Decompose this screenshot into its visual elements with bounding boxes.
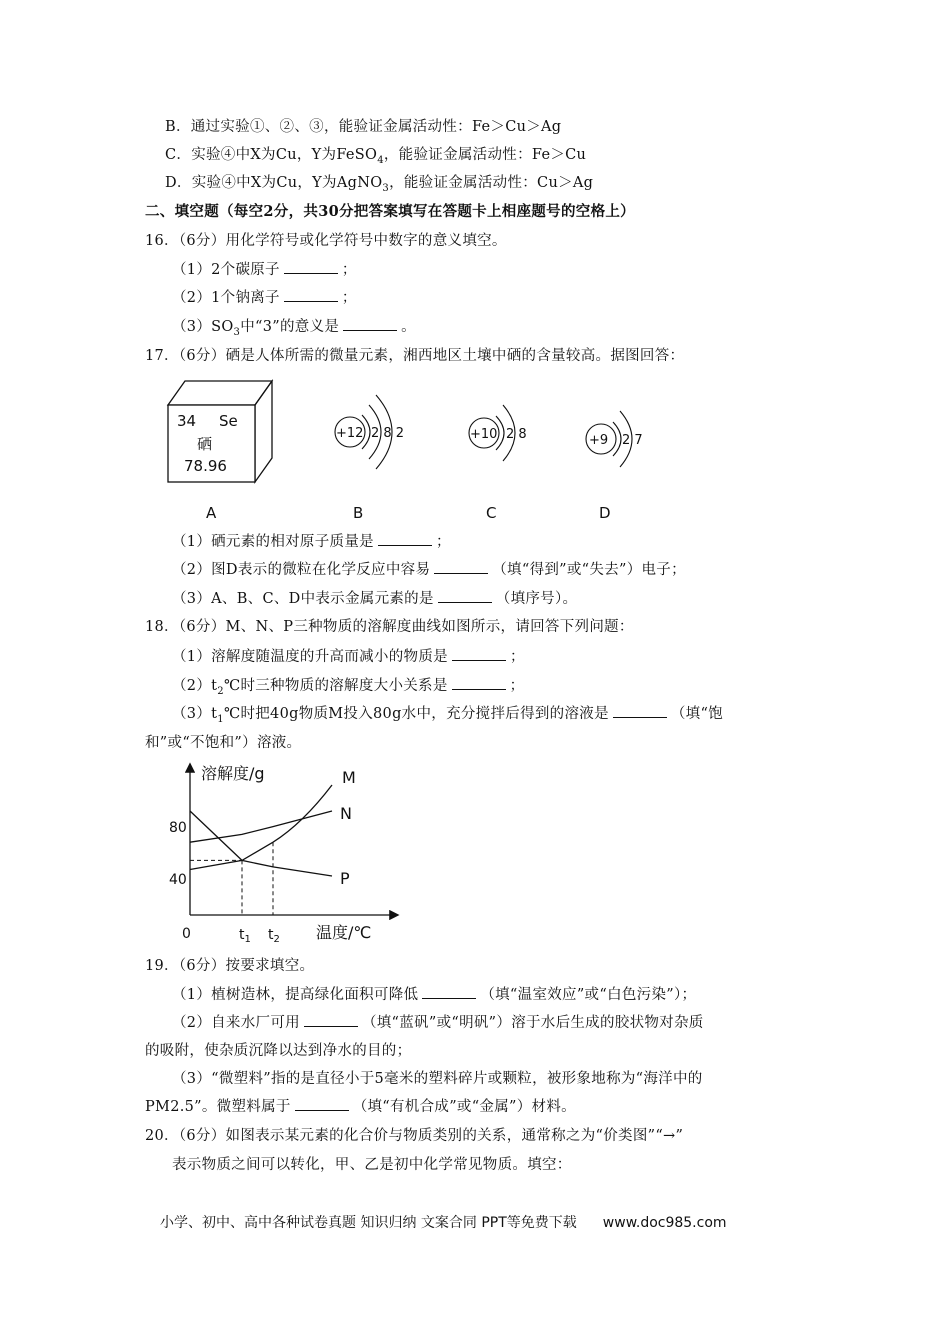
figure-label-d: D	[599, 504, 611, 522]
q16-part2: （2）1个钠离子 ；	[172, 290, 357, 306]
atom-diagram-b	[335, 395, 404, 469]
answer-blank[interactable]	[304, 1013, 358, 1027]
answer-blank[interactable]	[438, 589, 492, 603]
chart-series-group	[190, 768, 356, 915]
answer-blank[interactable]	[284, 260, 338, 274]
y-tick-80: 80	[169, 820, 187, 836]
x-tick-t1: $t_1$	[239, 927, 251, 945]
element-cube	[168, 381, 272, 482]
nucleus-charge: +10	[470, 427, 498, 442]
answer-blank[interactable]	[422, 985, 476, 999]
origin-label: 0	[182, 926, 191, 942]
series-label-p: P	[340, 869, 350, 888]
footer-text: 小学、初中、高中各种试卷真题 知识归纳 文案合同 PPT等免费下载	[160, 1215, 577, 1231]
nucleus-charge: +12	[336, 426, 364, 441]
q18-stem: 18．（6分）M、N、P三种物质的溶解度曲线如图所示，请回答下列问题：	[145, 619, 634, 635]
answer-blank[interactable]	[452, 647, 506, 661]
q20-stem-cont: 表示物质之间可以转化，甲、乙是初中化学常见物质。填空：	[172, 1157, 572, 1173]
curve-m	[190, 785, 332, 870]
atomic-number: 34	[177, 412, 197, 430]
q18-part2: $(2)t_2℃$时三种物质的溶解度大小关系是 ；	[172, 678, 525, 697]
q19-part2-cont: 的吸附，使杂质沉降以达到净水的目的；	[145, 1043, 412, 1059]
selenium-figure	[160, 375, 680, 525]
solubility-chart	[160, 760, 410, 945]
q19-part3-cont: PM2.5”。微塑料属于 （填“有机合成”或“金属”）材料。	[145, 1099, 576, 1115]
x-axis-label: 温度/℃	[316, 923, 372, 942]
series-label-n: N	[340, 804, 352, 823]
q15-option-d: D．实验④中X为Cu，Y为AgNO$_3$，能验证金属活动性：Cu＞Ag	[165, 175, 594, 194]
element-symbol: Se	[219, 412, 238, 430]
answer-blank[interactable]	[295, 1097, 349, 1111]
electron-shells: 2 7	[622, 433, 643, 448]
electron-shells: 2 8 2	[371, 426, 405, 441]
q19-stem: 19．（6分）按要求填空。	[145, 958, 315, 974]
q16-part3: $(3)SO_3$中“3”的意义是 。	[172, 319, 416, 338]
q18-part3: $(3)t_1℃$时把40g物质M投入80g水中，充分搅拌后得到的溶液是 （填“饱	[172, 706, 723, 725]
figure-label-c: C	[486, 504, 497, 522]
curve-n	[190, 811, 332, 842]
q15-option-b: B．通过实验①、②、③，能验证金属活动性：Fe＞Cu＞Ag	[165, 119, 562, 135]
answer-blank[interactable]	[452, 676, 506, 690]
q17-part3: （3）A、B、C、D中表示金属元素的是 （填序号）。	[172, 591, 578, 607]
answer-blank[interactable]	[343, 317, 397, 331]
answer-blank[interactable]	[434, 560, 488, 574]
y-axis-label: 溶解度/g	[201, 764, 265, 783]
q20-stem: 20．（6分）如图表示某元素的化合价与物质类别的关系，通常称之为“价类图”“→”	[145, 1128, 684, 1144]
series-label-m: M	[342, 768, 356, 787]
section-title: 二、填空题（每空2分，共30分把答案填写在答题卡上相座题号的空格上）	[145, 203, 635, 220]
q19-part1: （1）植树造林，提高绿化面积可降低 （填“温室效应”或“白色污染”）；	[172, 987, 697, 1003]
q16-part1: （1）2个碳原子 ；	[172, 262, 357, 278]
q17-part1: （1）硒元素的相对原子质量是 ；	[172, 534, 451, 550]
figure-label-b: B	[353, 504, 364, 522]
atom-diagram-d	[586, 411, 643, 467]
footer-site-link[interactable]: www.doc985.com	[602, 1215, 727, 1231]
x-tick-t2: $t_2$	[268, 927, 280, 945]
answer-blank[interactable]	[378, 532, 432, 546]
electron-shells: 2 8	[506, 427, 527, 442]
q17-stem: 17．（6分）硒是人体所需的微量元素，湘西地区土壤中硒的含量较高。据图回答：	[145, 348, 685, 364]
atomic-mass: 78.96	[184, 457, 227, 475]
q15-option-c: C．实验④中X为Cu，Y为FeSO$_4$，能验证金属活动性：Fe＞Cu	[165, 147, 587, 166]
element-name: 硒	[197, 435, 213, 453]
q19-part3: （3）“微塑料”指的是直径小于5毫米的塑料碎片或颗粒，被形象地称为“海洋中的	[172, 1071, 703, 1087]
answer-blank[interactable]	[284, 288, 338, 302]
answer-blank[interactable]	[613, 704, 667, 718]
q18-part3-cont: 和”或“不饱和”）溶液。	[145, 735, 302, 751]
q16-stem: 16．（6分）用化学符号或化学符号中数字的意义填空。	[145, 233, 507, 249]
q17-part2: （2）图D表示的微粒在化学反应中容易 （填“得到”或“失去”）电子；	[172, 562, 686, 578]
atom-diagram-c	[469, 405, 527, 461]
figure-label-a: A	[206, 504, 217, 522]
y-tick-40: 40	[169, 872, 187, 888]
page-footer	[160, 1212, 727, 1232]
nucleus-charge: +9	[589, 433, 609, 448]
q19-part2: （2）自来水厂可用 （填“蓝矾”或“明矾”）溶于水后生成的胶状物对杂质	[172, 1015, 704, 1031]
q18-part1: （1）溶解度随温度的升高而减小的物质是 ；	[172, 649, 525, 665]
